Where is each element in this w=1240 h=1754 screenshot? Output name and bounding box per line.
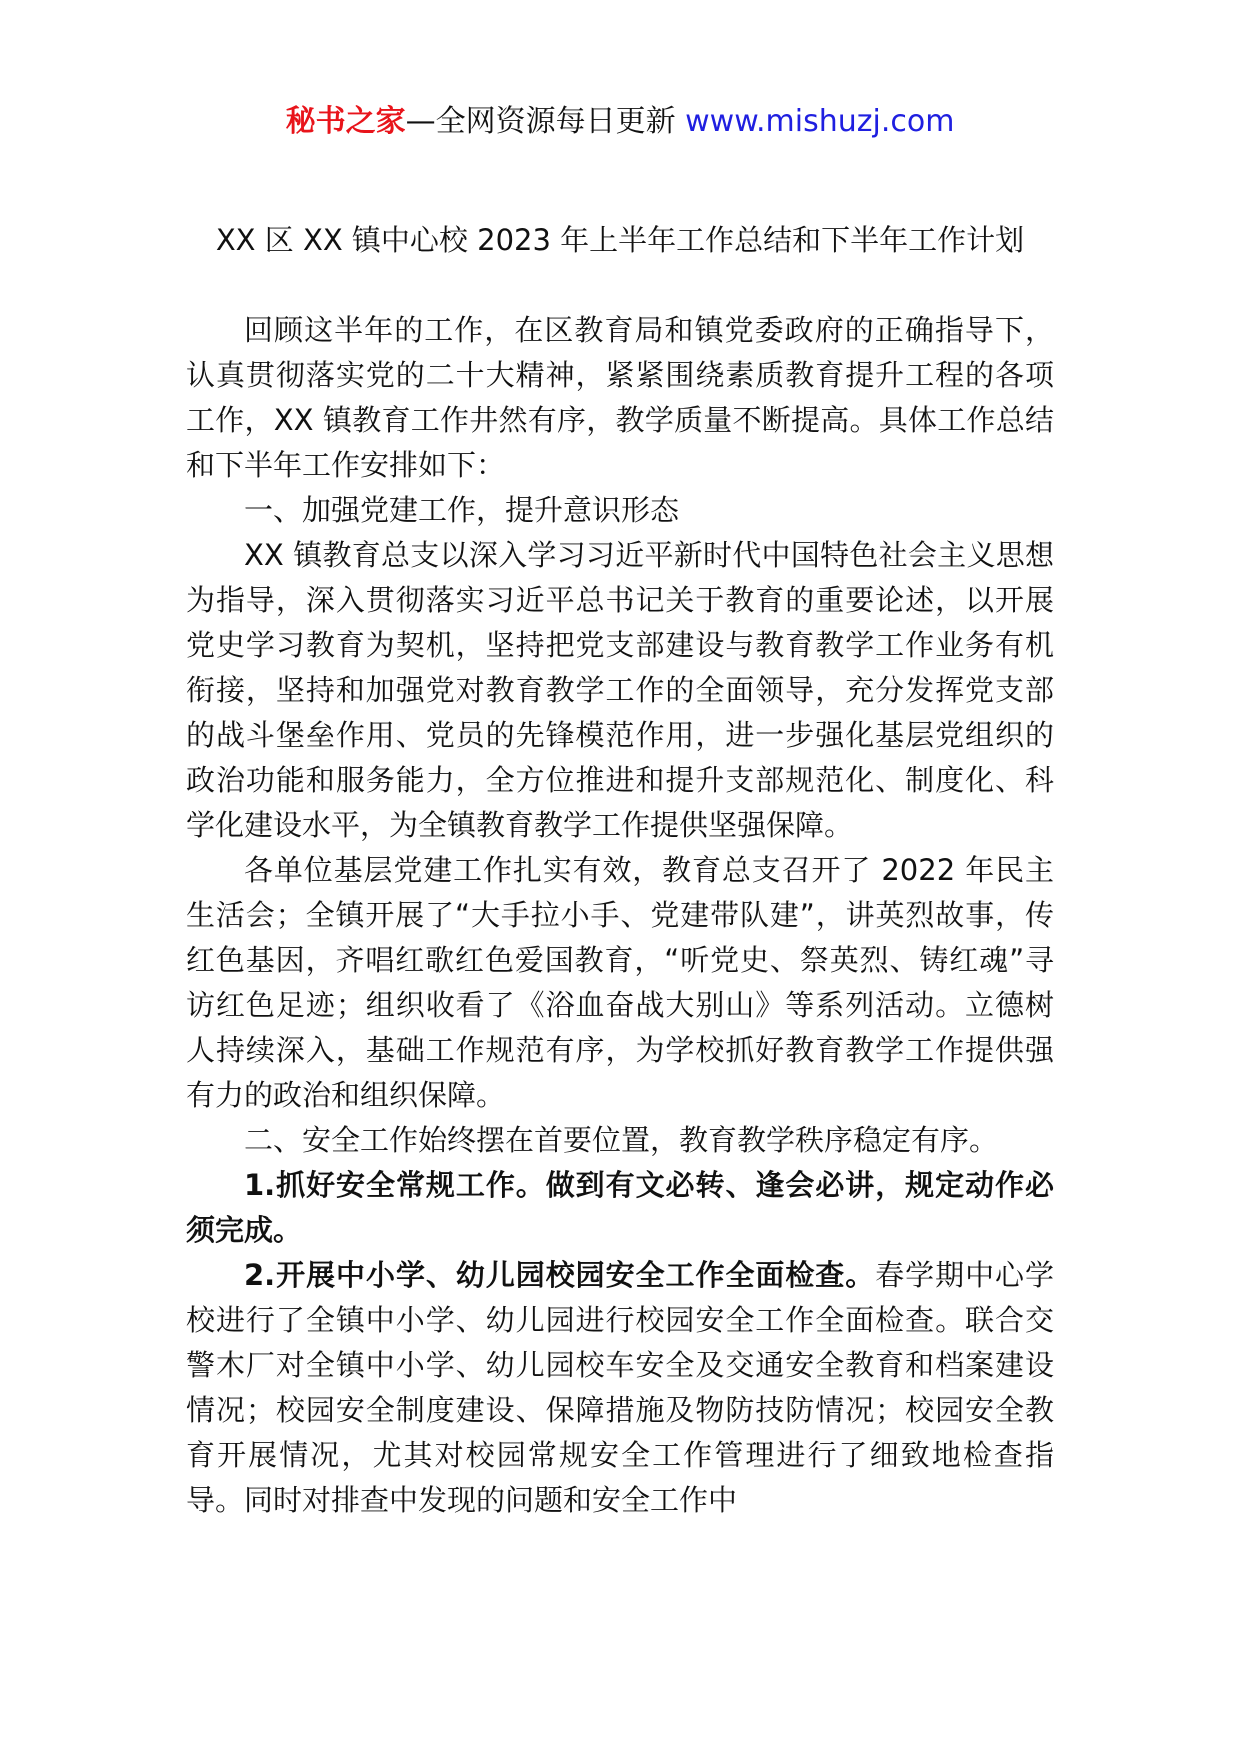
party-activities-paragraph: 各单位基层党建工作扎实有效，教育总支召开了 2022 年民主生活会；全镇开展了“大手拉小手、党建带队建”，讲英烈故事，传红色基因，齐唱红歌红色爱国教育，“听党史、祭英烈、铸红魂”寻访红色足迹；组织收看了《浴血奋战大别山》等系列活动。立德树人持续深入，基础工作规范有序，为学校抓好教育教学工作提供强有力的政治和组织保障。 <box>186 853 1054 1112</box>
site-header <box>0 100 1240 144</box>
header-tagline: —全网资源每日更新 <box>405 104 686 139</box>
safety-item-2-text: 春学期中心学校进行了全镇中小学、幼儿园进行校园安全工作全面检查。联合交警木厂对全镇中小学、幼儿园校车安全及交通安全教育和档案建设情况；校园安全制度建设、保障措施及物防技防情况；校园安全教育开展情况，尤其对校园常规安全工作管理进行了细致地检查指导。同时对排查中发现的问题和安全工作中 <box>186 1258 1054 1517</box>
section-heading-safety: 二、安全工作始终摆在首要位置，教育教学秩序稳定有序。 <box>244 1123 999 1157</box>
party-building-paragraph: XX 镇教育总支以深入学习习近平新时代中国特色社会主义思想为指导，深入贯彻落实习近平总书记关于教育的重要论述，以开展党史学习教育为契机，坚持把党支部建设与教育教学工作业务有机衔接，坚持和加强党对教育教学工作的全面领导，充分发挥党支部的战斗堡垒作用、党员的先锋模范作用，进一步强化基层党组织的政治功能和服务能力，全方位推进和提升支部规范化、制度化、科学化建设水平，为全镇教育教学工作提供坚强保障。 <box>186 538 1054 842</box>
safety-item-2-heading: 2.开展中小学、幼儿园校园安全工作全面检查。 <box>244 1258 876 1292</box>
section-heading-party-building: 一、加强党建工作，提升意识形态 <box>244 493 680 527</box>
brand-name: 秘书之家 <box>285 104 406 139</box>
document-title: XX 区 XX 镇中心校 2023 年上半年工作总结和下半年工作计划 <box>215 223 1025 257</box>
intro-paragraph: 回顾这半年的工作，在区教育局和镇党委政府的正确指导下，认真贯彻落实党的二十大精神，紧紧围绕素质教育提升工程的各项工作，XX 镇教育工作井然有序，教学质量不断提高。具体工作总结和下半年工作安排如下： <box>186 313 1054 482</box>
site-url-link[interactable]: www.mishuzj.com <box>685 104 955 139</box>
safety-item-2 <box>186 1253 1054 1523</box>
document-body <box>186 308 1054 1523</box>
safety-item-1: 1.抓好安全常规工作。做到有文必转、逢会必讲，规定动作必须完成。 <box>186 1168 1054 1247</box>
